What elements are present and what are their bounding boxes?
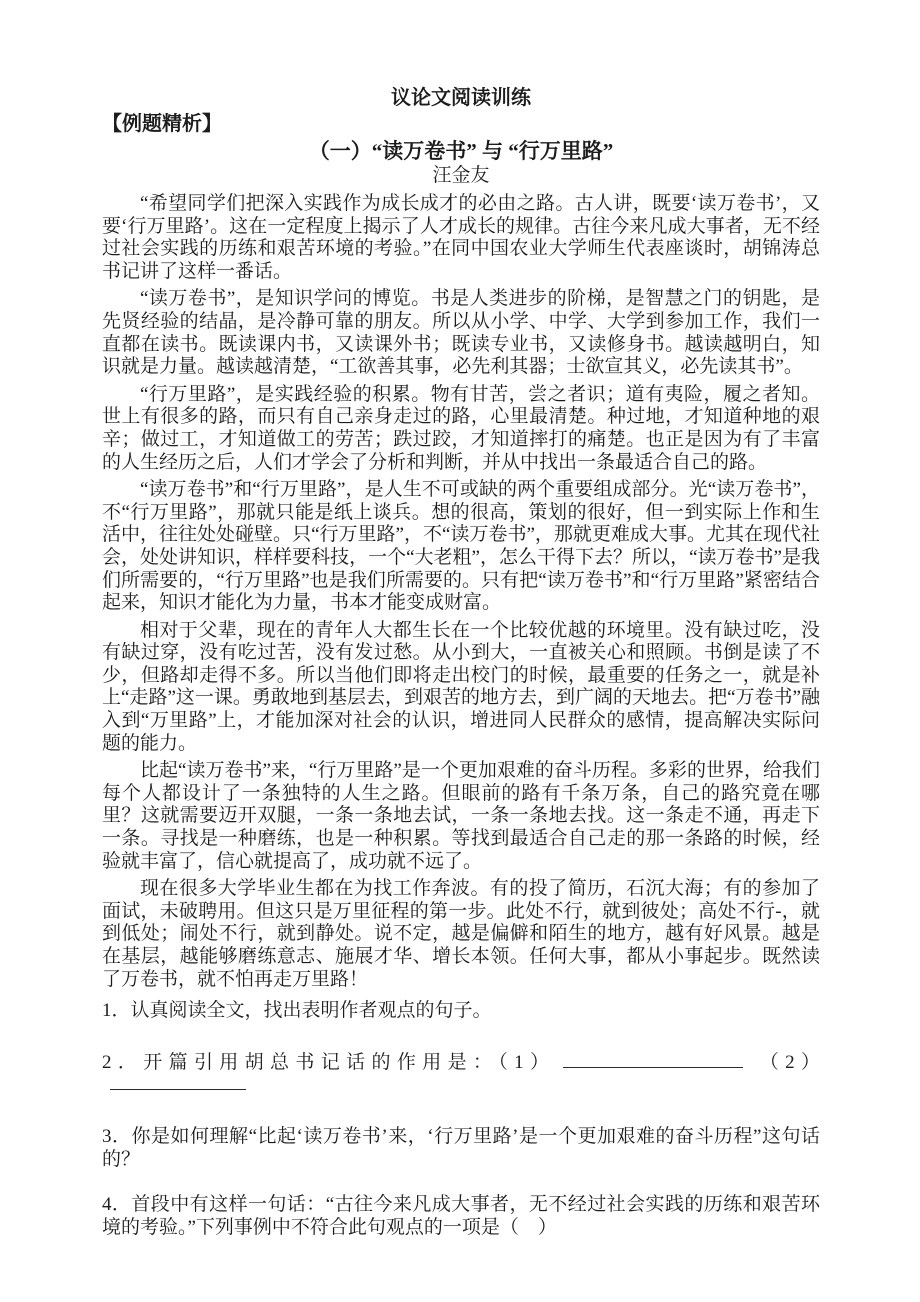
question-2-text: 2．开篇引用胡总书记话的作用是：（1）	[102, 1051, 556, 1073]
question-1: 1．认真阅读全文，找出表明作者观点的句子。	[102, 1000, 492, 1022]
essay-paragraph-6: 比起“读万卷书”来，“行万里路”是一个更加艰难的奋斗历程。多彩的世界，给我们每个人都设计了一条独特的人生之路。但眼前的路有千条万条，自己的路究竟在哪里？这就需要迈开双腿，一条一条地去试，一条一条地去找。这一条走不通，再走下一条。寻找是一种磨练，也是一种积累。等找到最适合自己走的那一条路的时候，经验就丰富了，信心就提高了，成功就不远了。	[102, 760, 820, 872]
question-2-item2-label: （2）	[753, 1051, 820, 1073]
essay-paragraph-4: “读万卷书”和“行万里路”，是人生不可或缺的两个重要组成部分。光“读万卷书”，不“行万里路”，那就只能是纸上谈兵。想的很高，策划的很好，但一到实际上作和生活中，往往处处碰壁。只“行万里路”，不“读万卷书”，那就更难成大事。尤其在现代社会，处处讲知识，样样要科技，一个“大老粗”，怎么干得下去？所以，“读万卷书”是我们所需要的，“行万里路”也是我们所需要的。只有把“读万卷书”和“行万里路”紧密结合起来，知识才能化为力量，书本才能变成财富。	[102, 479, 820, 614]
essay-title: （一）“读万卷书” 与 “行万里路”	[308, 139, 614, 163]
answer-blank-1	[563, 1052, 743, 1068]
question-2	[102, 1052, 820, 1097]
essay-paragraph-7: 现在很多大学毕业生都在为找工作奔波。有的投了简历，石沉大海；有的参加了面试，未破聘用。但这只是万里征程的第一步。此处不行，就到彼处；高处不行-，就到低处；闹处不行，就到静处。说不定，越是偏僻和陌生的地方，越有好风景。越是在基层，越能够磨练意志、施展才华、增长本领。任何大事，都从小事起步。既然读了万卷书，就不怕再走万里路！	[102, 878, 820, 990]
section-label: 【例题精析】	[102, 113, 222, 135]
question-4: 4．首段中有这样一句话：“古往今来凡成大事者，无不经过社会实践的历练和艰苦环境的考验。”下列事例中不符合此句观点的一项是（ ）	[102, 1194, 820, 1238]
essay-paragraph-3: “行万里路”，是实践经验的积累。物有甘苦，尝之者识；道有夷险，履之者知。世上有很多的路，而只有自己亲身走过的路，心里最清楚。种过地，才知道种地的艰辛；做过工，才知道做工的劳苦；跌过跤，才知道摔打的痛楚。也正是因为有了丰富的人生经历之后，人们才学会了分析和判断，并从中找出一条最适合自己的路。	[102, 383, 820, 473]
essay-paragraph-1: “希望同学们把深入实践作为成长成才的必由之路。古人讲，既要‘读万卷书’，又要‘行万里路’。这在一定程度上揭示了人才成长的规律。古往今来凡成大事者，无不经过社会实践的历练和艰苦环境的考验。”在同中国农业大学师生代表座谈时，胡锦涛总书记讲了这样一番话。	[102, 193, 820, 282]
essay-paragraph-2: “读万卷书”，是知识学问的博览。书是人类进步的阶梯，是智慧之门的钥匙，是先贤经验的结晶，是冷静可靠的朋友。所以从小学、中学、大学到参加工作，我们一直都在读书。既读课内书，又读课外书；既读专业书，又读修身书。越读越明白，知识就是力量。越读越清楚，“工欲善其事，必先利其器；士欲宣其义，必先读其书”。	[102, 288, 820, 378]
essay-author: 汪金友	[432, 165, 490, 186]
document-title: 议论文阅读训练	[391, 87, 531, 109]
question-3: 3．你是如何理解“比起‘读万卷书’来，‘行万里路’是一个更加艰难的奋斗历程”这句话的？	[102, 1125, 820, 1170]
essay-paragraph-5: 相对于父辈，现在的青年人大都生长在一个比较优越的环境里。没有缺过吃，没有缺过穿，没有吃过苦，没有发过愁。从小到大，一直被关心和照顾。书倒是读了不少，但路却走得不多。所以当他们即将走出校门的时候，最重要的任务之一，就是补上“走路”这一课。勇敢地到基层去，到艰苦的地方去，到广阔的天地去。把“万卷书”融入到“万里路”上，才能加深对社会的认识，增进同人民群众的感情，提高解决实际问题的能力。	[102, 619, 820, 754]
answer-blank-2	[110, 1074, 246, 1090]
